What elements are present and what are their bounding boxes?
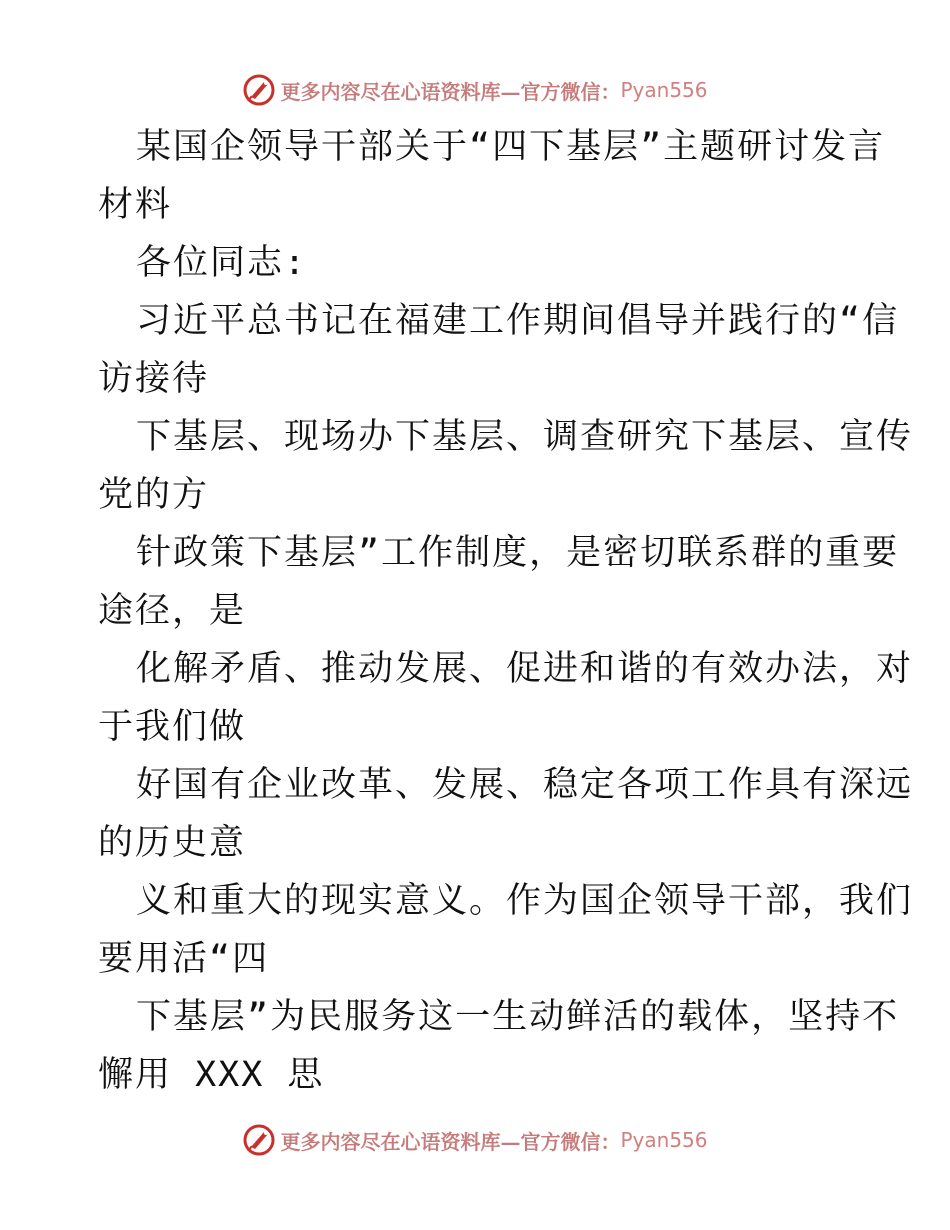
document-line: 访接待 bbox=[98, 359, 210, 399]
document-line: 各位同志: bbox=[136, 243, 308, 283]
watermark-site-text: 更多内容尽在心语资料库—官方微信： bbox=[280, 1129, 621, 1154]
watermark-site-text: 更多内容尽在心语资料库—官方微信： bbox=[280, 79, 621, 104]
document-line: 下基层”为民服务这一生动鲜活的载体，坚持不 bbox=[136, 997, 900, 1037]
document-line: 懈用 XXX 思 bbox=[98, 1055, 325, 1095]
document-line: 针政策下基层”工作制度，是密切联系群的重要 bbox=[136, 533, 900, 573]
document-line: 要用活“四 bbox=[98, 939, 270, 979]
watermark-account: Pyan556 bbox=[620, 1128, 708, 1152]
document-line: 化解矛盾、推动发展、促进和谐的有效办法，对 bbox=[136, 649, 914, 689]
footer-watermark-banner bbox=[0, 1120, 950, 1160]
document-line: 某国企领导干部关于“四下基层”主题研讨发言 bbox=[136, 127, 886, 167]
document-line: 义和重大的现实意义。作为国企领导干部，我们 bbox=[136, 881, 914, 921]
document-body bbox=[98, 118, 914, 1104]
document-line: 途径，是 bbox=[98, 591, 247, 631]
quill-logo-icon bbox=[242, 1123, 276, 1157]
quill-logo-icon bbox=[242, 73, 276, 107]
document-line: 的历史意 bbox=[98, 823, 247, 863]
header-watermark-banner bbox=[0, 70, 950, 110]
document-line: 党的方 bbox=[98, 475, 210, 515]
document-line: 于我们做 bbox=[98, 707, 247, 747]
document-line: 好国有企业改革、发展、稳定各项工作具有深远 bbox=[136, 765, 914, 805]
watermark-account: Pyan556 bbox=[620, 78, 708, 102]
document-line: 习近平总书记在福建工作期间倡导并践行的“信 bbox=[136, 301, 900, 341]
document-line: 材料 bbox=[98, 185, 173, 225]
document-line: 下基层、现场办下基层、调查研究下基层、宣传 bbox=[136, 417, 914, 457]
